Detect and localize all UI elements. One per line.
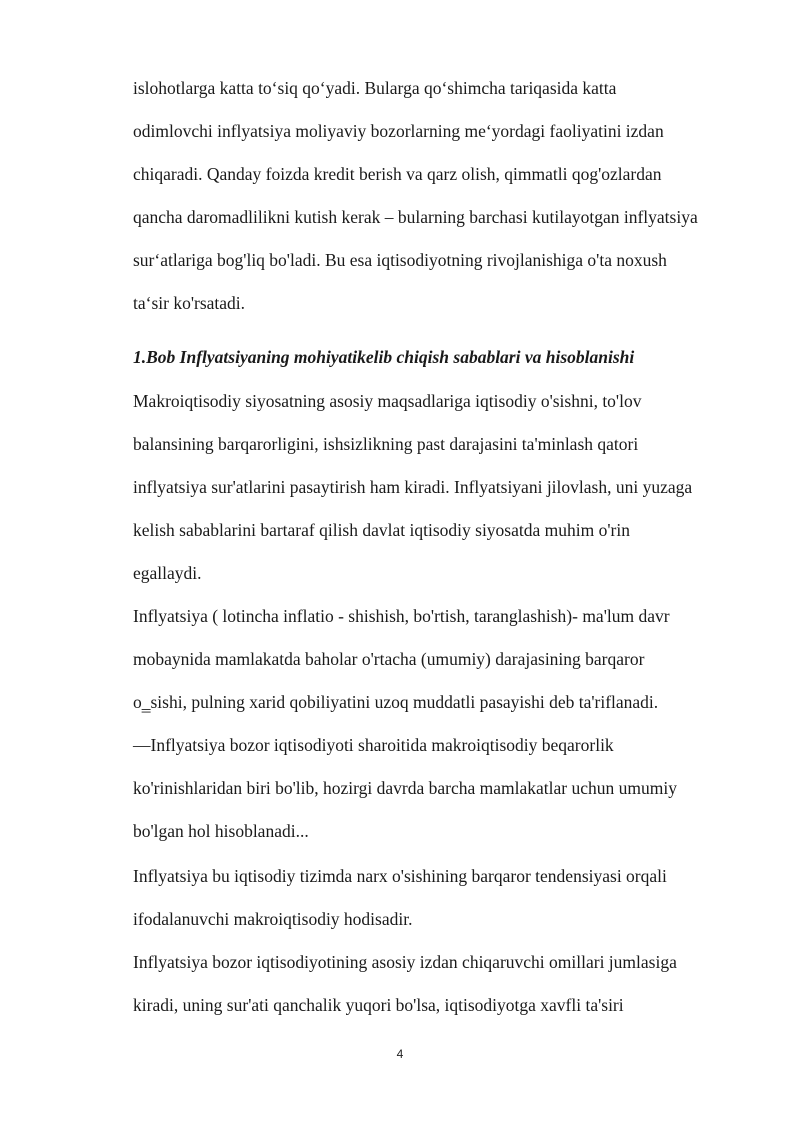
text-line: chiqaradi. Qanday foizda kredit berish va qarz olish, qimmatli qog'ozlardan — [133, 164, 662, 184]
text-line: inflyatsiya sur'atlarini pasaytirish ham kiradi. Inflyatsiyani jilovlash, uni yuzaga — [133, 477, 693, 497]
page-number: 4 — [396, 1047, 404, 1061]
text-line: sur‘atlariga bog'liq bo'ladi. Bu esa iqtisodiyotning rivojlanishiga o'ta noxush — [133, 250, 667, 270]
text-line: balansining barqarorligini, ishsizlikning past darajasini ta'minlash qatori — [133, 434, 639, 454]
text-line: islohotlarga katta to‘siq qo‘yadi. Bularga qo‘shimcha tariqasida katta — [133, 78, 617, 98]
text-line: kelish sabablarini bartaraf qilish davlat iqtisodiy siyosatda muhim o'rin — [133, 520, 630, 540]
text-line: kiradi, uning sur'ati qanchalik yuqori bo'lsa, iqtisodiyotga xavfli ta'siri — [133, 995, 624, 1015]
text-line: ko'rinishlaridan biri bo'lib, hozirgi davrda barcha mamlakatlar uchun umumiy — [133, 778, 677, 798]
text-line: mobaynida mamlakatda baholar o'rtacha (umumiy) darajasining barqaror — [133, 649, 645, 669]
text-line: ifodalanuvchi makroiqtisodiy hodisadir. — [133, 909, 413, 929]
text-line: Makroiqtisodiy siyosatning asosiy maqsadlariga iqtisodiy o'sishni, to'lov — [133, 391, 642, 411]
text-line: ―Inflyatsiya bozor iqtisodiyoti sharoitida makroiqtisodiy beqarorlik — [133, 735, 614, 755]
text-line: qancha daromadlilikni kutish kerak – bularning barchasi kutilayotgan inflyatsiya — [133, 207, 698, 227]
text-line: bo'lgan hol hisoblanadi... — [133, 821, 309, 841]
text-line: Inflyatsiya bozor iqtisodiyotining asosiy izdan chiqaruvchi omillari jumlasiga — [133, 952, 677, 972]
text-line: egallaydi. — [133, 563, 202, 583]
text-line: o‗sishi, pulning xarid qobiliyatini uzoq muddatli pasayishi deb ta'riflanadi. — [133, 692, 659, 712]
section-heading: 1.Bob Inflyatsiyaning mohiyatikelib chiqish sabablari va hisoblanishi — [133, 347, 635, 367]
text-line: Inflyatsiya bu iqtisodiy tizimda narx o'sishining barqaror tendensiyasi orqali — [133, 866, 667, 886]
text-line: Inflyatsiya ( lotincha inflatio - shishish, bo'rtish, taranglashish)- ma'lum davr — [133, 606, 670, 626]
text-line: ta‘sir ko'rsatadi. — [133, 293, 246, 313]
text-line: odimlovchi inflyatsiya moliyaviy bozorlarning me‘yordagi faoliyatini izdan — [133, 121, 664, 141]
